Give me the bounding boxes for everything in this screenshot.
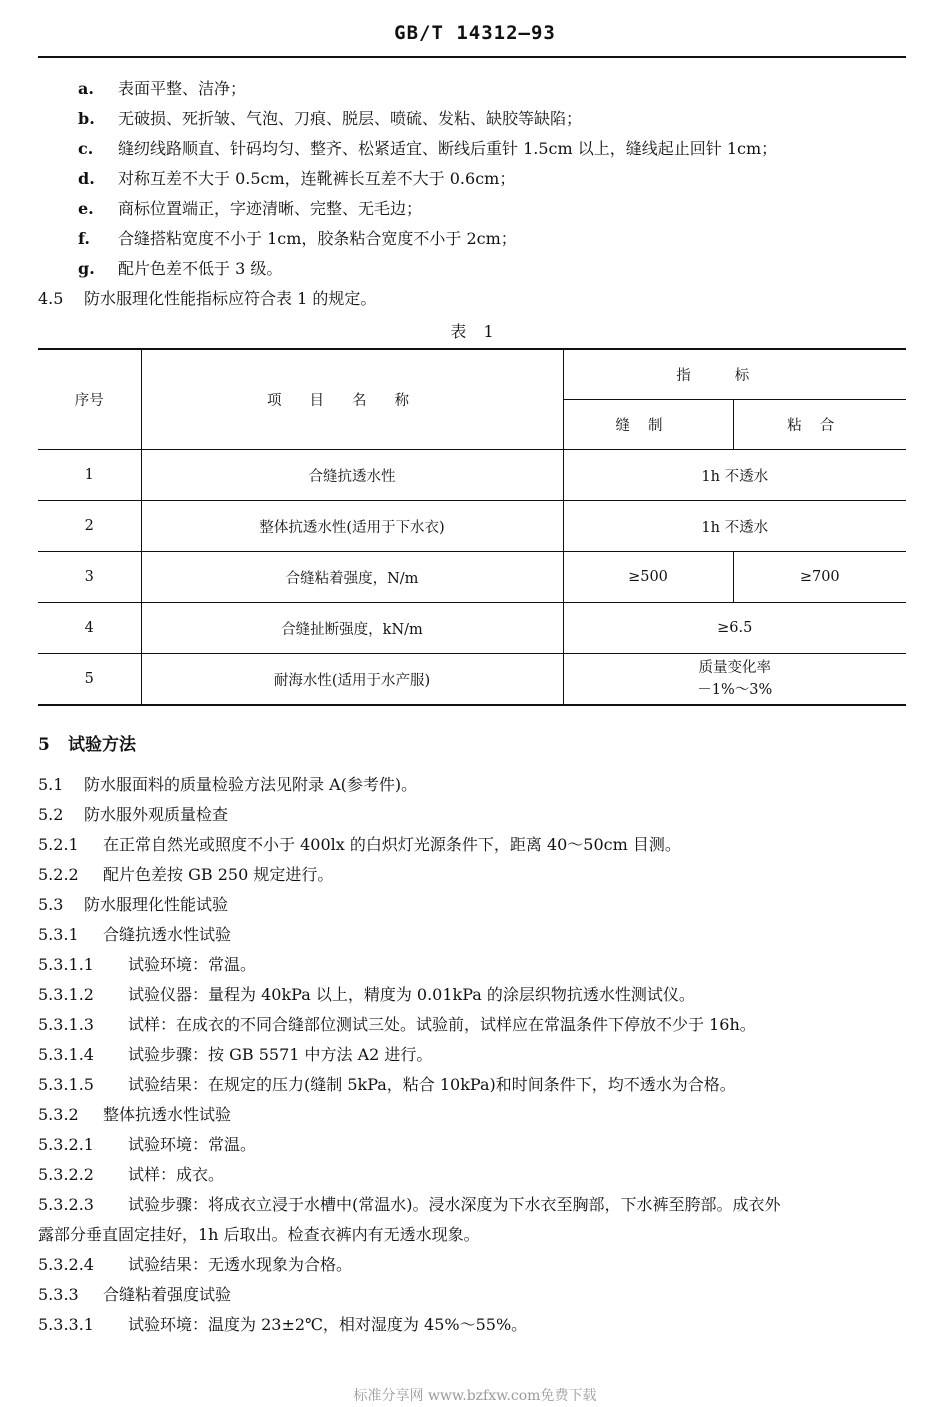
list-label: c.: [78, 139, 94, 158]
row-sewn: ≥500: [563, 552, 733, 603]
row-value-line1: 质量变化率: [698, 660, 771, 676]
list-label: b.: [78, 109, 95, 128]
clause-number: 5.3.1.2: [38, 985, 94, 1004]
list-text: 配片色差不低于 3 级。: [118, 259, 283, 278]
clause-text: 合缝抗透水性试验: [103, 925, 232, 944]
clause: [38, 1254, 352, 1276]
clause-text: 试验环境：温度为 23±2℃，相对湿度为 45%～55%。: [128, 1315, 528, 1334]
table-row: [38, 603, 906, 654]
clause-number: 5.3.3: [38, 1285, 79, 1304]
clause-number: 5.2.2: [38, 865, 79, 884]
clause-number: 5.3.1.5: [38, 1075, 94, 1094]
section-heading: [38, 730, 136, 755]
clause-number: 5.2.1: [38, 835, 79, 854]
clause: [38, 1164, 224, 1186]
clause: [38, 954, 256, 976]
header-index: 指标: [563, 349, 906, 400]
clause: [38, 834, 681, 856]
clause-text: 配片色差按 GB 250 规定进行。: [103, 865, 334, 884]
list-text: 合缝搭粘宽度不小于 1cm，胶条粘合宽度不小于 2cm；: [118, 229, 517, 248]
clause-continuation: [38, 1224, 480, 1246]
list-text: 商标位置端正，字迹清晰、完整、无毛边；: [118, 199, 423, 218]
clause-number: 5.2: [38, 805, 64, 824]
row-seq: 5: [38, 654, 141, 706]
row-value-line2: －1%～3%: [697, 682, 773, 698]
list-text: 对称互差不大于 0.5cm，连靴裤长互差不大于 0.6cm；: [118, 169, 516, 188]
table-title: 表 1: [450, 322, 500, 341]
list-item: [78, 228, 517, 250]
clause-text: 整体抗透水性试验: [103, 1105, 232, 1124]
list-label: e.: [78, 199, 94, 218]
clause-number: 5.3: [38, 895, 64, 914]
row-value: 1h 不透水: [563, 501, 906, 552]
clause-number: 5.3.2.1: [38, 1135, 94, 1154]
header-glued: 粘合: [733, 400, 906, 450]
list-item: [78, 108, 582, 130]
clause-number: 5.3.2.3: [38, 1195, 94, 1214]
row-value: 1h 不透水: [563, 450, 906, 501]
list-item: [78, 258, 282, 280]
clause-text: 防水服理化性能试验: [84, 895, 229, 914]
clause-text: 防水服外观质量检查: [84, 805, 229, 824]
clause-number: 5.3.2.4: [38, 1255, 94, 1274]
clause-number: 5.3.1: [38, 925, 79, 944]
list-label: a.: [78, 79, 94, 98]
clause: [38, 894, 228, 916]
table-row: [38, 552, 906, 603]
clause-4-5: [38, 288, 376, 310]
list-text: 缝纫线路顺直、针码均匀、整齐、松紧适宜、断线后重针 1.5cm 以上，缝线起止回针 1cm；: [118, 139, 778, 158]
row-item: 合缝粘着强度，N/m: [141, 552, 563, 603]
section-title: 试验方法: [68, 735, 136, 755]
clause-text: 试验步骤：将成衣立浸于水槽中(常温水)。浸水深度为下水衣至胸部，下水裤至胯部。成衣外: [128, 1195, 781, 1214]
clause-text: 合缝粘着强度试验: [103, 1285, 232, 1304]
list-item: [78, 198, 422, 220]
row-value: [563, 654, 906, 706]
clause-text: 防水服理化性能指标应符合表 1 的规定。: [84, 289, 377, 308]
list-item: [78, 138, 777, 160]
list-text: 无破损、死折皱、气泡、刀痕、脱层、喷硫、发粘、缺胶等缺陷；: [118, 109, 583, 128]
header-rule: [38, 56, 906, 58]
clause-text: 露部分垂直固定挂好，1h 后取出。检查衣裤内有无透水现象。: [38, 1225, 480, 1244]
header-sewn: 缝制: [563, 400, 733, 450]
clause: [38, 1104, 231, 1126]
row-seq: 1: [38, 450, 141, 501]
list-item: [78, 168, 515, 190]
clause: [38, 984, 695, 1006]
clause: [38, 774, 417, 796]
clause: [38, 1044, 432, 1066]
row-glued: ≥700: [733, 552, 906, 603]
spec-table: [38, 348, 906, 706]
list-label: d.: [78, 169, 95, 188]
row-seq: 2: [38, 501, 141, 552]
clause: [38, 1194, 781, 1216]
standard-code-header: GB/T 14312—93: [394, 22, 556, 44]
clause: [38, 1014, 756, 1036]
clause-text: 在正常自然光或照度不小于 400lx 的白炽灯光源条件下，距离 40～50cm 目测。: [103, 835, 681, 854]
row-item: 合缝扯断强度，kN/m: [141, 603, 563, 654]
row-seq: 3: [38, 552, 141, 603]
clause: [38, 924, 231, 946]
table-row: [38, 654, 906, 706]
clause-number: 5.1: [38, 775, 64, 794]
clause-number: 5.3.1.1: [38, 955, 94, 974]
row-value: ≥6.5: [563, 603, 906, 654]
clause-number: 5.3.2: [38, 1105, 79, 1124]
list-item: [78, 78, 246, 100]
clause-number: 5.3.1.4: [38, 1045, 94, 1064]
clause-text: 试样：在成衣的不同合缝部位测试三处。试验前，试样应在常温条件下停放不少于 16h。: [128, 1015, 756, 1034]
clause: [38, 1284, 231, 1306]
section-number: 5: [38, 735, 50, 755]
row-seq: 4: [38, 603, 141, 654]
row-item: 合缝抗透水性: [141, 450, 563, 501]
clause-text: 试验结果：无透水现象为合格。: [128, 1255, 353, 1274]
list-text: 表面平整、洁净；: [118, 79, 247, 98]
footer-watermark: 标准分享网 www.bzfxw.com免费下载: [353, 1388, 597, 1404]
clause-number: 5.3.2.2: [38, 1165, 94, 1184]
list-label: g.: [78, 259, 95, 278]
row-item: 耐海水性(适用于水产服): [141, 654, 563, 706]
header-seq: 序号: [38, 349, 141, 450]
clause-text: 试验仪器：量程为 40kPa 以上，精度为 0.01kPa 的涂层织物抗透水性测试仪。: [128, 985, 695, 1004]
clause-text: 试验环境：常温。: [128, 955, 257, 974]
clause-text: 试验步骤：按 GB 5571 中方法 A2 进行。: [128, 1045, 433, 1064]
clause: [38, 1314, 527, 1336]
clause-text: 防水服面料的质量检验方法见附录 A(参考件)。: [84, 775, 418, 794]
clause-text: 试验结果：在规定的压力(缝制 5kPa，粘合 10kPa)和时间条件下，均不透水为合格。: [128, 1075, 736, 1094]
clause: [38, 804, 228, 826]
clause-text: 试验环境：常温。: [128, 1135, 257, 1154]
table-row: [38, 450, 906, 501]
clause: [38, 1074, 736, 1096]
clause-number: 5.3.1.3: [38, 1015, 94, 1034]
clause-number: 5.3.3.1: [38, 1315, 94, 1334]
list-label: f.: [78, 229, 90, 248]
row-item: 整体抗透水性(适用于下水衣): [141, 501, 563, 552]
table-row: [38, 501, 906, 552]
clause: [38, 1134, 256, 1156]
clause: [38, 864, 333, 886]
clause-number: 4.5: [38, 289, 64, 308]
clause-text: 试样：成衣。: [128, 1165, 225, 1184]
header-item: 项目名称: [141, 349, 563, 450]
